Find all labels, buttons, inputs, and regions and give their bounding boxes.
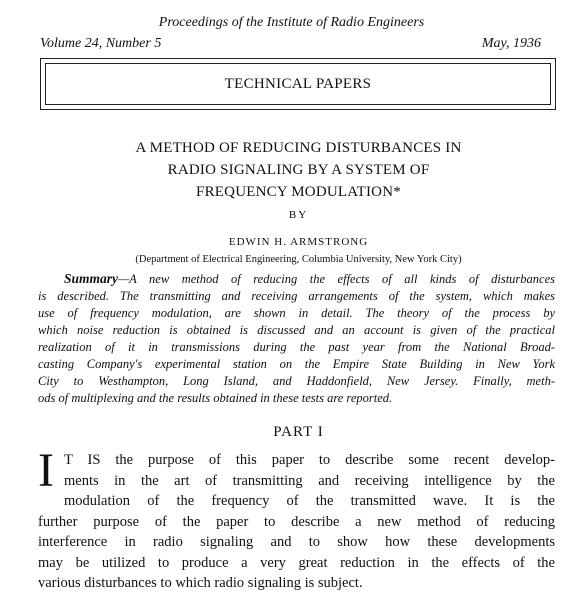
summary-line <box>38 270 555 288</box>
author-affiliation: (Department of Electrical Engineering, Columbia University, New York City) <box>135 254 462 265</box>
summary-line: casting Company's experimental station on the Empire State Building in New York <box>38 357 555 371</box>
summary-paragraph <box>38 270 555 407</box>
body-line: may be utilized to produce a very great reduction in the effects of the <box>38 554 555 571</box>
summary-line: use of frequency modulation, are shown in detail. The theory of the process by <box>38 306 555 320</box>
title-line: RADIO SIGNALING BY A SYSTEM OF <box>167 162 430 178</box>
body-line: T IS the purpose of this paper to describe some recent develop- <box>64 452 555 468</box>
summary-line: which noise reduction is obtained is discussed and an account is given of the practical <box>38 323 555 337</box>
journal-name: Proceedings of the Institute of Radio Engineers <box>158 15 425 30</box>
summary-line: realization of it in transmissions during the past year from the National Broad- <box>38 340 555 354</box>
summary-line: City to Westhampton, Long Island, and Haddonfield, New Jersey. Finally, meth- <box>38 374 555 388</box>
byline-label: BY <box>288 209 309 221</box>
body-line: various disturbances to which radio signaling is subject. <box>38 575 363 591</box>
section-box <box>40 58 556 110</box>
summary-lead: Summary <box>64 271 119 286</box>
paper-title <box>0 137 583 203</box>
volume-number: Volume 24, Number 5 <box>40 36 162 51</box>
issue-date: May, 1936 <box>481 36 541 51</box>
body-paragraph <box>38 450 555 594</box>
summary-text: —A new method of reducing the effects of all kinds of disturbances <box>118 272 555 286</box>
author-name: EDWIN H. ARMSTRONG <box>228 236 369 248</box>
body-line: further purpose of the paper to describe a new method of reducing <box>38 513 555 530</box>
summary-line: ods of multiplexing and the results obtained in these tests are reported. <box>38 391 393 405</box>
section-heading: TECHNICAL PAPERS <box>45 63 551 105</box>
drop-cap: I <box>38 444 54 497</box>
summary-line: is described. The transmitting and receiving arrangements of the system, which makes <box>38 289 555 303</box>
body-line: modulation of the frequency of the transmitted wave. It is the <box>64 493 555 509</box>
title-line: FREQUENCY MODULATION* <box>196 184 401 200</box>
body-line: ments in the art of transmitting and receiving intelligence by the <box>64 472 555 489</box>
part-heading: PART I <box>273 424 324 440</box>
title-line: A METHOD OF REDUCING DISTURBANCES IN <box>135 140 462 156</box>
body-line: interference in radio signaling and to show how these developments <box>38 534 555 550</box>
